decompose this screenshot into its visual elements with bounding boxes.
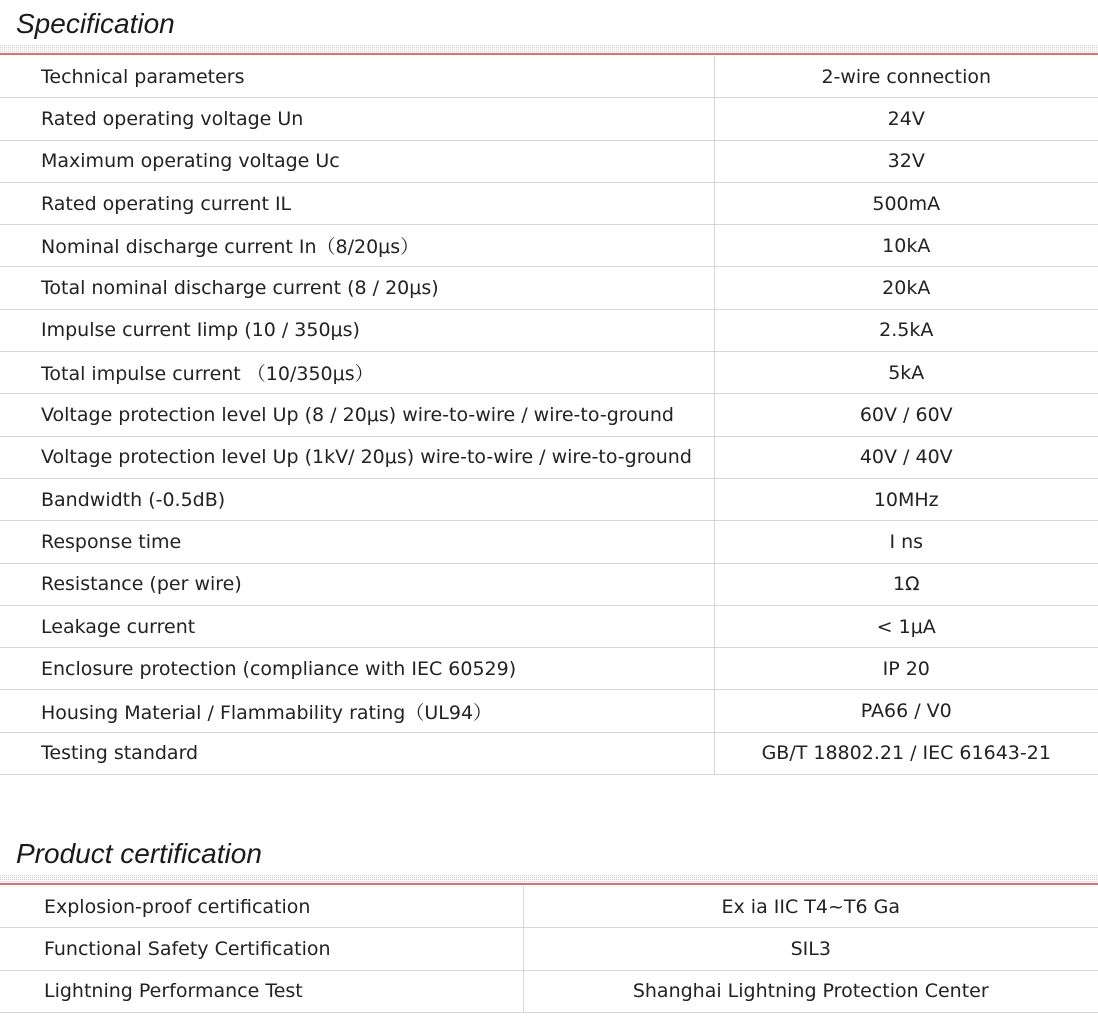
- spec-param-cell: Response time: [0, 521, 714, 563]
- spec-param-cell: Leakage current: [0, 605, 714, 647]
- specification-title-rule: [0, 45, 1098, 55]
- spec-value-cell: 2.5kA: [714, 309, 1098, 351]
- cert-row: [0, 970, 1098, 1012]
- spec-param-cell: Total impulse current （10/350μs）: [0, 352, 714, 394]
- certification-title: Product certification: [16, 838, 262, 869]
- spec-row: [0, 394, 1098, 436]
- spec-value-cell: 20kA: [714, 267, 1098, 309]
- certification-title-rule: [0, 875, 1098, 885]
- spec-param-cell: Voltage protection level Up (8 / 20μs) wire-to-wire / wire-to-ground: [0, 394, 714, 436]
- spec-param-cell: Voltage protection level Up (1kV/ 20μs) wire-to-wire / wire-to-ground: [0, 436, 714, 478]
- spec-value-cell: 5kA: [714, 352, 1098, 394]
- spec-value-cell: 10MHz: [714, 478, 1098, 520]
- spec-value-cell: GB/T 18802.21 / IEC 61643-21: [714, 732, 1098, 774]
- spec-row: [0, 732, 1098, 774]
- spec-row: [0, 309, 1098, 351]
- spec-value-cell: 60V / 60V: [714, 394, 1098, 436]
- spec-row: [0, 563, 1098, 605]
- spec-row: [0, 140, 1098, 182]
- spec-value-cell: 32V: [714, 140, 1098, 182]
- spec-value-cell: 500mA: [714, 182, 1098, 224]
- cert-param-cell: Lightning Performance Test: [0, 970, 523, 1012]
- spec-row: [0, 225, 1098, 267]
- spec-param-cell: Maximum operating voltage Uc: [0, 140, 714, 182]
- spec-param-cell: Housing Material / Flammability rating（UL94）: [0, 690, 714, 732]
- cert-value-cell: Shanghai Lightning Protection Center: [523, 970, 1098, 1012]
- spec-value-cell: PA66 / V0: [714, 690, 1098, 732]
- spec-value-cell: 1Ω: [714, 563, 1098, 605]
- spec-value-cell: 2-wire connection: [714, 56, 1098, 98]
- spec-row: [0, 56, 1098, 98]
- specification-table: [0, 56, 1098, 775]
- spec-param-cell: Resistance (per wire): [0, 563, 714, 605]
- cert-value-cell: Ex ia IIC T4~T6 Ga: [523, 886, 1098, 928]
- spec-param-cell: Bandwidth (-0.5dB): [0, 478, 714, 520]
- spec-row: [0, 690, 1098, 732]
- spec-param-cell: Total nominal discharge current (8 / 20μs): [0, 267, 714, 309]
- spec-row: [0, 436, 1098, 478]
- spec-row: [0, 521, 1098, 563]
- spec-param-cell: Enclosure protection (compliance with IEC 60529): [0, 648, 714, 690]
- spec-param-cell: Rated operating voltage Un: [0, 98, 714, 140]
- specification-title: Specification: [16, 8, 175, 39]
- cert-value-cell: SIL3: [523, 928, 1098, 970]
- spec-param-cell: Rated operating current IL: [0, 182, 714, 224]
- spec-row: [0, 605, 1098, 647]
- spec-param-cell: Impulse current Iimp (10 / 350μs): [0, 309, 714, 351]
- spec-value-cell: 10kA: [714, 225, 1098, 267]
- spec-value-cell: 24V: [714, 98, 1098, 140]
- cert-row: [0, 928, 1098, 970]
- spec-row: [0, 182, 1098, 224]
- spec-row: [0, 98, 1098, 140]
- spec-value-cell: 40V / 40V: [714, 436, 1098, 478]
- spec-row: [0, 478, 1098, 520]
- spec-row: [0, 648, 1098, 690]
- spec-param-cell: Nominal discharge current In（8/20μs）: [0, 225, 714, 267]
- cert-param-cell: Explosion-proof certification: [0, 886, 523, 928]
- cert-param-cell: Functional Safety Certification: [0, 928, 523, 970]
- spec-param-cell: Technical parameters: [0, 56, 714, 98]
- spec-row: [0, 267, 1098, 309]
- certification-table: [0, 886, 1098, 1013]
- spec-param-cell: Testing standard: [0, 732, 714, 774]
- spec-value-cell: < 1μA: [714, 605, 1098, 647]
- spec-value-cell: IP 20: [714, 648, 1098, 690]
- spec-row: [0, 352, 1098, 394]
- spec-value-cell: I ns: [714, 521, 1098, 563]
- cert-row: [0, 886, 1098, 928]
